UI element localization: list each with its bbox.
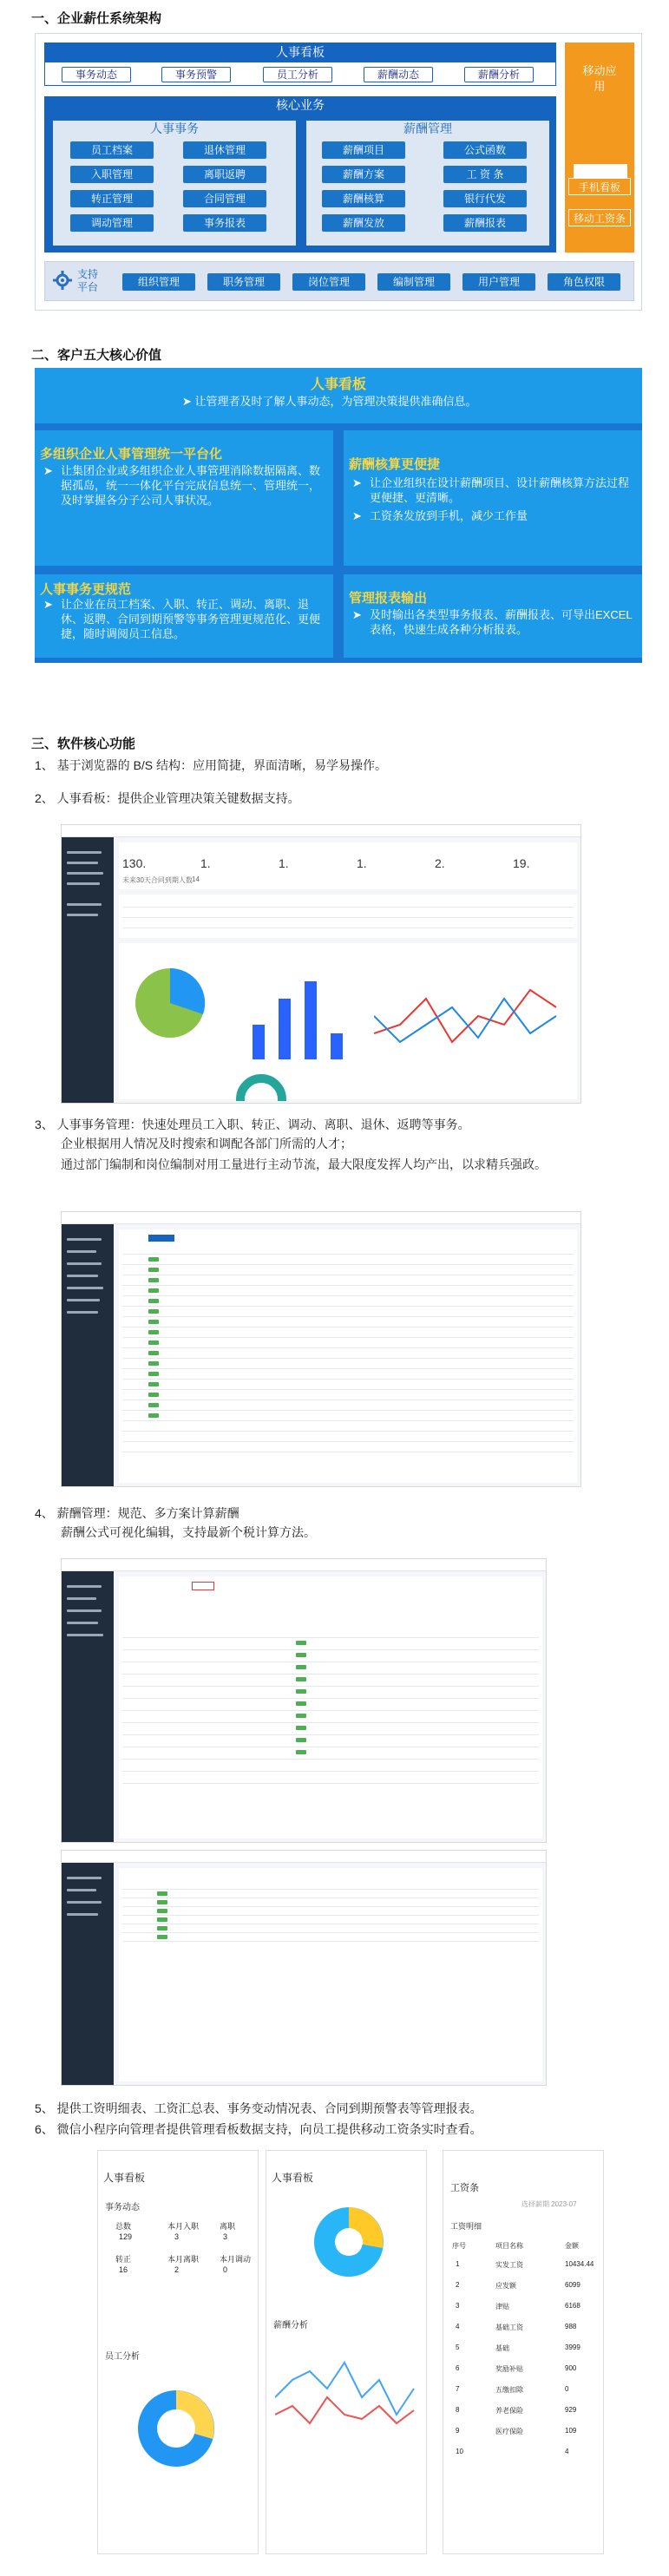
hr-affairs-screenshot: [61, 1211, 581, 1487]
support-item-1[interactable]: 组织管理: [122, 273, 195, 291]
value-4-title: 人事事务更规范: [40, 582, 132, 597]
hr-item-8[interactable]: 事务报表: [183, 214, 266, 232]
phone3-row-8-item: 养老保险: [495, 2407, 523, 2415]
support-item-3[interactable]: 岗位管理: [292, 273, 365, 291]
board-item-4[interactable]: 薪酬动态: [364, 67, 433, 82]
feature-3: 3、 人事事务管理：快速处理员工入职、转正、调动、离职、退休、返聘等事务。: [35, 1118, 470, 1131]
salary-item-6[interactable]: 银行代发: [443, 190, 527, 207]
section-1-title: 一、企业薪仕系统架构: [31, 11, 162, 26]
value-2-desc: 让集团企业或多组织企业人事管理消除数据隔离、数据孤岛，统一一体化平台完成信息统一、管理统一，及时掌握各分子公司人事状况。: [61, 464, 321, 507]
phone1-label-5: 本月离职: [167, 2255, 200, 2264]
ring-chart-icon: [235, 1070, 287, 1101]
phone3-title: 工资条: [450, 2183, 479, 2193]
hr-item-4[interactable]: 离职返聘: [183, 166, 266, 183]
gear-icon: [53, 271, 72, 290]
stat-6: 19.: [513, 856, 530, 870]
support-item-5[interactable]: 用户管理: [462, 273, 535, 291]
salary-item-2[interactable]: 公式函数: [443, 141, 527, 159]
stat-3: 1.: [279, 856, 289, 870]
phone3-col-1: 序号: [452, 2242, 466, 2250]
phone3-row-9-item: 医疗保险: [495, 2428, 523, 2435]
section-2-title: 二、客户五大核心价值: [31, 348, 162, 363]
mobile-item-2[interactable]: 移动工资条: [568, 209, 631, 226]
value-3-text: ➤ 让企业组织在设计薪酬项目、设计薪酬核算方法过程更便捷、更清晰。: [352, 476, 630, 504]
board-item-1[interactable]: 事务动态: [62, 67, 131, 82]
phone3-col-3: 金额: [565, 2242, 579, 2250]
value-4-desc: 让企业在员工档案、入职、转正、调动、离职、退休、返聘、合同到期预警等事务管理更规范化、更便捷，随时调阅员工信息。: [61, 598, 321, 640]
feature-4-b: 薪酬公式可视化编辑，支持最新个税计算方法。: [61, 1525, 316, 1539]
phone3-row-3-amt: 6168: [565, 2302, 580, 2310]
feature-5: 5、 提供工资明细表、工资汇总表、事务变动情况表、合同到期预警表等管理报表。: [35, 2101, 482, 2115]
salary-item-7[interactable]: 薪酬发放: [322, 214, 405, 232]
phone3-row-8-no: 8: [456, 2406, 460, 2414]
phone-hr-board: [97, 2150, 259, 2554]
value-3-desc-1: 让企业组织在设计薪酬项目、设计薪酬核算方法过程更便捷、更清晰。: [370, 476, 630, 504]
hr-item-6[interactable]: 合同管理: [183, 190, 266, 207]
phone3-row-8-amt: 929: [565, 2406, 577, 2414]
phone2-title: 人事看板: [272, 2172, 314, 2184]
phone3-row-6-amt: 900: [565, 2364, 577, 2372]
stat-5: 2.: [435, 856, 445, 870]
phone1-val-6: 0: [223, 2265, 228, 2274]
phone3-row-2-amt: 6099: [565, 2281, 580, 2289]
salary-title: 薪酬管理: [403, 121, 452, 135]
feature-2: 2、 人事看板：提供企业管理决策关键数据支持。: [35, 791, 300, 805]
value-4-text: ➤ 让企业在员工档案、入职、转正、调动、离职、退休、返聘、合同到期预警等事务管理更规范化、更便捷，随时调阅员工信息。: [43, 598, 321, 640]
phone3-row-4-no: 4: [456, 2323, 460, 2330]
value-1-text: ➤ 让管理者及时了解人事动态，为管理决策提供准确信息。: [182, 395, 477, 408]
phone3-sub: 工资明细: [450, 2222, 482, 2231]
phone1-sub1: 事务动态: [105, 2203, 140, 2212]
salary-formula-screenshot: [61, 1558, 547, 1843]
phone1-label-1: 总数: [115, 2222, 132, 2231]
phone1-val-3: 3: [223, 2232, 228, 2241]
phone-salary-analysis: [266, 2150, 427, 2554]
phone3-row-5-amt: 3999: [565, 2343, 580, 2351]
phone3-row-3-item: 津贴: [495, 2303, 509, 2311]
phone3-row-5-no: 5: [456, 2343, 460, 2351]
phone3-row-10-no: 10: [456, 2448, 463, 2455]
phone3-row-6-no: 6: [456, 2364, 460, 2372]
section-3-title: 三、软件核心功能: [31, 737, 136, 751]
phone3-row-7-amt: 0: [565, 2385, 569, 2393]
phone1-label-4: 转正: [115, 2255, 132, 2264]
value-1: [35, 368, 642, 423]
bar-chart-icon: [235, 964, 365, 1068]
phone3-row-4-amt: 988: [565, 2323, 577, 2330]
board-item-5[interactable]: 薪酬分析: [464, 67, 534, 82]
hr-item-1[interactable]: 员工档案: [70, 141, 154, 159]
architecture-frame: [35, 33, 642, 311]
value-5: [344, 574, 642, 658]
phone1-val-4: 16: [119, 2265, 128, 2274]
salary-item-4[interactable]: 工 资 条: [443, 166, 527, 183]
value-1-desc: 让管理者及时了解人事动态，为管理决策提供准确信息。: [194, 395, 477, 408]
phone1-pie-icon: [133, 2385, 220, 2472]
phone3-row-1-no: 1: [456, 2260, 460, 2268]
mobile-item-1[interactable]: 手机看板: [568, 178, 631, 195]
support-item-2[interactable]: 职务管理: [207, 273, 280, 291]
phone-payslip: [443, 2150, 604, 2554]
phone1-label-2: 本月入职: [167, 2222, 200, 2231]
phone1-label-3: 离职: [220, 2222, 236, 2231]
value-4: [35, 574, 333, 658]
core-bar: 核心业务: [44, 96, 556, 114]
phone3-row-4-item: 基础工资: [495, 2324, 523, 2331]
support-item-6[interactable]: 角色权限: [548, 273, 620, 291]
salary-item-8[interactable]: 薪酬报表: [443, 214, 527, 232]
phone1-sub2: 员工分析: [105, 2352, 140, 2362]
stat-4: 1.: [357, 856, 367, 870]
stat-2: 1.: [200, 856, 211, 870]
hr-item-3[interactable]: 入职管理: [70, 166, 154, 183]
hr-item-5[interactable]: 转正管理: [70, 190, 154, 207]
phone2-pie-icon: [310, 2203, 388, 2281]
phone3-row-5-item: 基础: [495, 2344, 509, 2352]
value-2: [35, 430, 333, 566]
phone3-row-9-amt: 109: [565, 2427, 577, 2435]
value-1-title: 人事看板: [310, 377, 366, 392]
value-5-title: 管理报表输出: [349, 591, 428, 606]
hr-affairs-title: 人事事务: [150, 121, 199, 135]
phone2-sub: 薪酬分析: [273, 2321, 308, 2330]
salary-item-3[interactable]: 薪酬方案: [322, 166, 405, 183]
phone3-row-2-item: 应发额: [495, 2282, 516, 2290]
phone3-row-1-amt: 10434.44: [565, 2260, 594, 2268]
phone3-row-7-item: 五缴扣除: [495, 2386, 523, 2394]
phone1-title: 人事看板: [103, 2172, 146, 2184]
phone3-row-7-no: 7: [456, 2385, 460, 2393]
phone3-row-6-item: 奖励补贴: [495, 2365, 523, 2373]
phone3-row-1-item: 实发工资: [495, 2261, 523, 2269]
phone1-val-5: 2: [174, 2265, 180, 2274]
support-label: 支持平台: [77, 268, 99, 293]
phone1-val-1: 129: [119, 2232, 133, 2241]
feature-3-c: 通过部门编制和岗位编制对用工量进行主动节流，最大限度发挥人均产出，以求精兵强政。: [61, 1157, 547, 1171]
feature-3-b: 企业根据用人情况及时搜索和调配各部门所需的人才；: [61, 1137, 352, 1150]
mobile-app-title: 移动应用: [582, 64, 617, 93]
stat-1: 130.: [122, 856, 147, 870]
phone1-label-6: 本月调动: [220, 2255, 252, 2264]
phone3-col-2: 项目名称: [495, 2242, 523, 2250]
hr-board-bar: 人事看板: [44, 43, 556, 62]
salary-item-1[interactable]: 薪酬项目: [322, 141, 405, 159]
value-5-desc: 及时输出各类型事务报表、薪酬报表、可导出EXCEL表格，快速生成各种分析报表。: [370, 608, 633, 636]
board-item-2[interactable]: 事务预警: [161, 67, 231, 82]
phone3-month[interactable]: 选择薪期 2023-07: [521, 2200, 577, 2208]
line-chart-icon: [374, 964, 565, 1068]
ring-value: 14: [192, 875, 200, 883]
hr-item-7[interactable]: 调动管理: [70, 214, 154, 232]
phone3-row-10-amt: 4: [565, 2448, 569, 2455]
value-2-text: ➤ 让集团企业或多组织企业人事管理消除数据隔离、数据孤岛，统一一体化平台完成信息统一、管理统一，及时掌握各分子公司人事状况。: [43, 464, 321, 507]
ring-label: 未来30天合同到期人数: [122, 876, 193, 884]
phone3-row-3-no: 3: [456, 2302, 460, 2310]
value-5-text: ➤ 及时输出各类型事务报表、薪酬报表、可导出EXCEL表格，快速生成各种分析报表。: [352, 608, 633, 636]
value-2-title: 多组织企业人事管理统一平台化: [40, 447, 223, 462]
value-3-text-2: ➤ 工资条发放到手机，减少工作量: [352, 509, 528, 522]
phone3-row-2-no: 2: [456, 2281, 460, 2289]
support-item-4[interactable]: 编制管理: [377, 273, 450, 291]
feature-6: 6、 微信小程序向管理者提供管理看板数据支持，向员工提供移动工资条实时查看。: [35, 2122, 482, 2136]
value-3-title: 薪酬核算更便捷: [349, 457, 441, 472]
board-item-3[interactable]: 员工分析: [263, 67, 332, 82]
phone1-val-2: 3: [174, 2232, 180, 2241]
salary-list-screenshot: [61, 1850, 547, 2086]
salary-item-5[interactable]: 薪酬核算: [322, 190, 405, 207]
hr-item-2[interactable]: 退休管理: [183, 141, 266, 159]
phone2-line-icon: [275, 2337, 419, 2441]
phone3-row-9-no: 9: [456, 2427, 460, 2435]
feature-4: 4、 薪酬管理：规范、多方案计算薪酬: [35, 1506, 239, 1520]
value-3: [344, 430, 642, 566]
hr-board-screenshot: [61, 824, 581, 1104]
value-3-desc-2: 工资条发放到手机，减少工作量: [370, 509, 528, 522]
pie-chart-icon: [131, 964, 209, 1042]
feature-1: 1、 基于浏览器的 B/S 结构：应用简捷，界面清晰，易学易操作。: [35, 758, 388, 772]
